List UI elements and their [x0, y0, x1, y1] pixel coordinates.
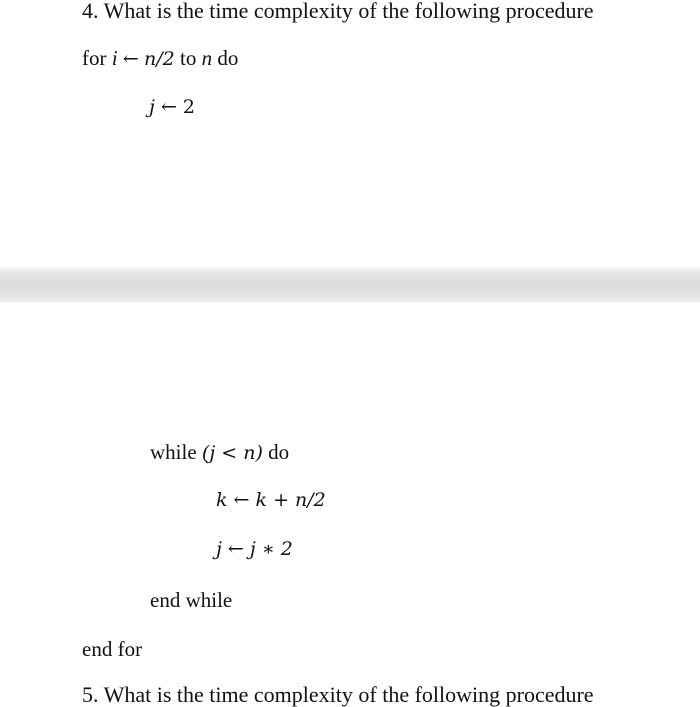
end-for-line: end for [82, 637, 143, 661]
assign-arrow: ← [122, 48, 139, 70]
next-question-text: 5. What is the time complexity of the following procedure [82, 682, 594, 707]
for-line [82, 46, 238, 71]
for-start: n/2 [144, 48, 175, 70]
k-update-line: k ← k + n/2 [216, 489, 326, 511]
end-while-line: end while [150, 588, 233, 612]
j-init-line [149, 96, 195, 118]
while-do: do [268, 440, 290, 464]
while-keyword: while [150, 440, 197, 464]
while-line [150, 440, 289, 465]
for-to: to [180, 46, 197, 70]
j-init-value: 2 [182, 96, 196, 118]
page-gap-divider [0, 267, 700, 303]
for-variable: i [111, 46, 118, 70]
for-keyword: for [82, 46, 107, 70]
question-text: 4. What is the time complexity of the following procedure [82, 0, 594, 23]
j-update-line: j ← j ∗ 2 [216, 538, 293, 560]
for-end: n [201, 46, 213, 70]
for-do: do [217, 46, 239, 70]
assign-arrow: ← [160, 96, 177, 118]
j-init-var: j [149, 96, 155, 118]
next-question-cut-off [82, 682, 602, 707]
while-condition: (j < n) [201, 442, 263, 464]
